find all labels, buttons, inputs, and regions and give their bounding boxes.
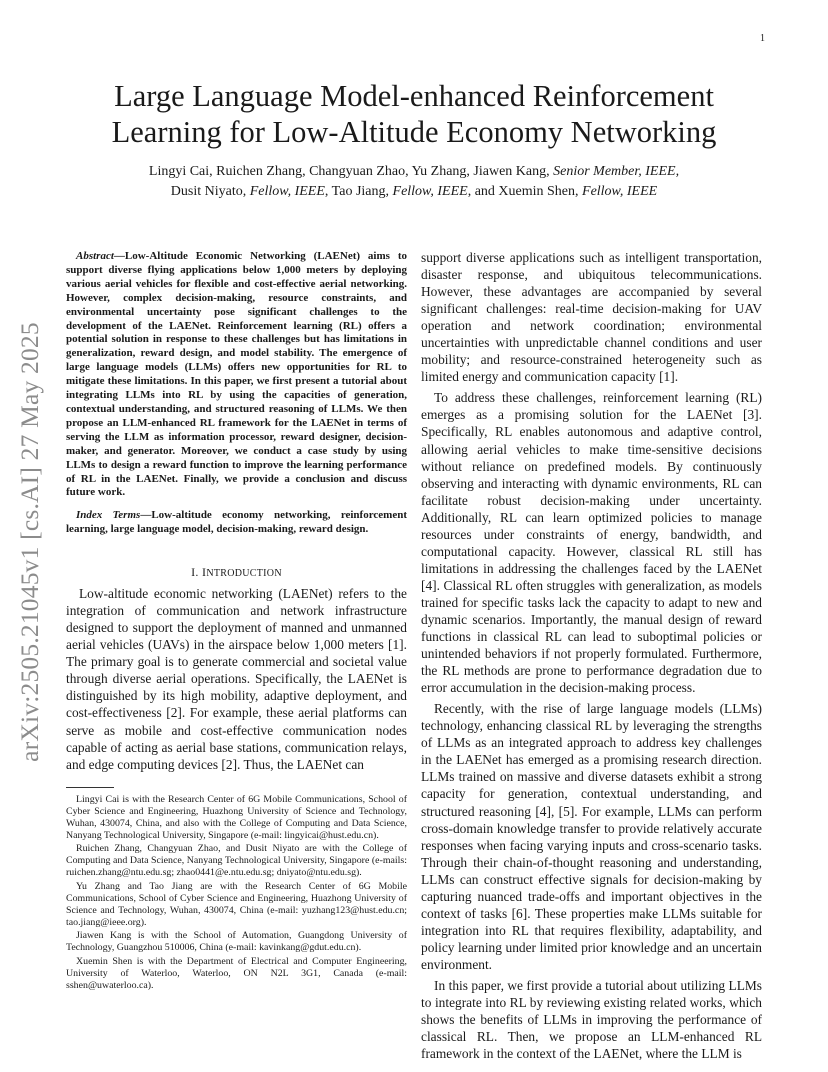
author-names-2a: Dusit Niyato, [170, 184, 250, 199]
title-block [60, 78, 768, 202]
author-names-2c: , and Xuemin Shen, [467, 184, 583, 199]
author-names-1: Lingyi Cai, Ruichen Zhang, Changyuan Zhao, Yu Zhang, Jiawen Kang, [148, 164, 554, 179]
footnote: Ruichen Zhang, Changyuan Zhao, and Dusit Niyato are with the College of Computing and Data Science, Nanyang Technological University, Singapore (e-mails: ruichen.zhang@ntu.edu.sg; zhao0441@e.ntu.edu.sg; dniyato@ntu.edu.sg). [66, 843, 407, 879]
arxiv-identifier[interactable] [10, 300, 50, 784]
affiliation-footnotes [66, 794, 407, 992]
index-terms-text: —Low-altitude economy networking, reinforcement learning, large language model, decision-making, reward design. [66, 509, 407, 536]
author-role-2b: Fellow, IEEE [392, 184, 468, 199]
left-column [66, 250, 407, 993]
body-paragraph: support diverse applications such as intelligent transportation, disaster response, and ubiquitous telecommunications. However, these advantages are accompanied by several significant challenges: real-time decision-making for UAV operation and network coordination; environmental uncertainties with unpredictable channel conditions and user mobility; and resource-constrained heterogeneity such as limited energy and communication capacity [1]. [421, 250, 762, 385]
paper-title: Large Language Model-enhanced Reinforcement Learning for Low-Altitude Economy Networking [111, 79, 717, 149]
body-paragraph: To address these challenges, reinforcement learning (RL) emerges as a promising solution for the LAENet [3]. Specifically, RL enables autonomous and adaptive control, allowing aerial vehicles to make time-sensitive decisions without reliance on predefined models. By continuously observing and interacting with dynamic environments, RL can facilitate robust decision-making under uncertainty. Additionally, RL can learn optimized policies to manage resources under constraints of energy, bandwidth, and computational capacity. However, classical RL still has limitations in addressing the challenges faced by the LAENet [4]. Classical RL often struggles with generalization, as models trained for specific tasks lack the capacity to adapt to new and dynamic scenarios. Importantly, the manual design of reward functions in classical RL can lead to suboptimal policies or unintended behaviors if not properly formulated. Furthermore, the RL methods are prone to performance degradation due to error accumulation in the decision-making process. [421, 390, 762, 696]
footnote: Yu Zhang and Tao Jiang are with the Research Center of 6G Mobile Communications, School of Cyber Science and Engineering, Huazhong University of Science and Technology, Wuhan, 430074, China (e-mail: yuzhang123@hust.edu.cn; tao.jiang@ieee.org). [66, 880, 407, 928]
introduction-paragraph-1: Low-altitude economic networking (LAENet) refers to the integration of communication and network infrastructure designed to support the deployment of manned and unmanned aerial vehicles (UAVs) in the airspace below 1,000 meters [1]. The primary goal is to generate commercial and societal value through diverse aerial operations. Specifically, the LAENet is distinguished by its high mobility, adaptive deployment, and cost-effectiveness [2]. For example, these aerial platforms can serve as mobile and cost-effective communication nodes capable of acting as aerial base stations, communication relays, and edge computing devices [2]. Thus, the LAENet can [66, 586, 407, 772]
author-line-1 [60, 162, 768, 182]
section-heading-numeral: I. I [191, 565, 207, 580]
footnote: Jiawen Kang is with the School of Automation, Guangdong University of Technology, Guangzhou 510006, China (e-mail: kavinkang@gdut.edu.cn). [66, 930, 407, 954]
footnote: Lingyi Cai is with the Research Center of 6G Mobile Communications, School of Cyber Science and Engineering, Huazhong University of Science and Technology, Wuhan, 430074, China, and also with the College of Computing and Data Science, Nanyang Technological University, Singapore (e-mail: lingyicai@hust.edu.cn). [66, 793, 407, 841]
author-names-2b: , Tao Jiang, [324, 184, 393, 199]
index-terms [66, 509, 407, 537]
footnote-divider [66, 787, 114, 788]
author-role-2c: Fellow, IEEE [582, 184, 658, 199]
body-paragraph: Recently, with the rise of large language models (LLMs) technology, enhancing classical RL by leveraging the strengths of LLMs as an integrated approach to address key challenges in the LAENet has emerged as a promising research direction. LLMs trained on massive and diverse datasets exhibit a strong capacity for generation, contextual understanding, and structured reasoning [4], [5]. For example, LLMs can perform cross-domain knowledge transfer to provide relatively accurate responses when facing varying inputs and cross-scenario tasks. Through their chain-of-thought reasoning and understanding, LLMs can construct effective signals for decision-making by capturing nuanced trade-offs and important objectives in the context of tasks [6]. These properties make LLMs suitable for integration into RL that requires flexibility, adaptability, and policy learning under limited prior knowledge and an uncertain environment. [421, 701, 762, 972]
author-list [60, 162, 768, 202]
body-paragraph: In this paper, we first provide a tutorial about utilizing LLMs to integrate into RL by reviewing existing related works, which shows the benefits of LLMs in improving the performance of classical RL. Then, we propose an LLM-enhanced RL framework in the context of the LAENet, where the LLM is [421, 977, 762, 1062]
right-column [421, 249, 762, 1062]
arxiv-identifier-text: arXiv:2505.21045v1 [cs.AI] 27 May 2025 [15, 322, 44, 762]
abstract-lead: Abstract [76, 250, 114, 262]
abstract-text: —Low-Altitude Economic Networking (LAENet) aims to support diverse flying applications below 1,000 meters by deploying various aerial vehicles for flexible and cost-effective aerial networking. However, complex decision-making, resource constraints, and environmental uncertainty pose significant challenges to the development of the LAENet. Reinforcement learning (RL) offers a potential solution in response to these challenges but has limitations in generalization, reward design, and model stability. The emergence of large language models (LLMs) offers new opportunities for RL to mitigate these limitations. In this paper, we first present a tutorial about integrating LLMs into RL by using the capacities of generation, contextual understanding, and structured reasoning of LLMs. We then propose an LLM-enhanced RL framework for the LAENet in terms of serving the LLM as information processor, reward designer, decision-maker, and generator. Moreover, we conduct a case study by using LLMs to design a reward function to improve the learning performance of RL in the LAENet. Finally, we provide a conclusion and discuss future work. [66, 250, 407, 499]
section-heading-introduction [66, 565, 407, 580]
abstract [66, 250, 407, 500]
page-number: 1 [760, 33, 765, 44]
section-heading-name: NTRODUCTION [206, 568, 282, 580]
index-terms-lead: Index Terms [76, 509, 141, 522]
author-role-1: Senior Member, IEEE, [553, 164, 680, 179]
author-line-2 [60, 182, 768, 202]
footnote: Xuemin Shen is with the Department of Electrical and Computer Engineering, University of Waterloo, Waterloo, ON N2L 3G1, Canada (e-mail: sshen@uwaterloo.ca). [66, 955, 407, 991]
author-role-2a: Fellow, IEEE [249, 184, 325, 199]
